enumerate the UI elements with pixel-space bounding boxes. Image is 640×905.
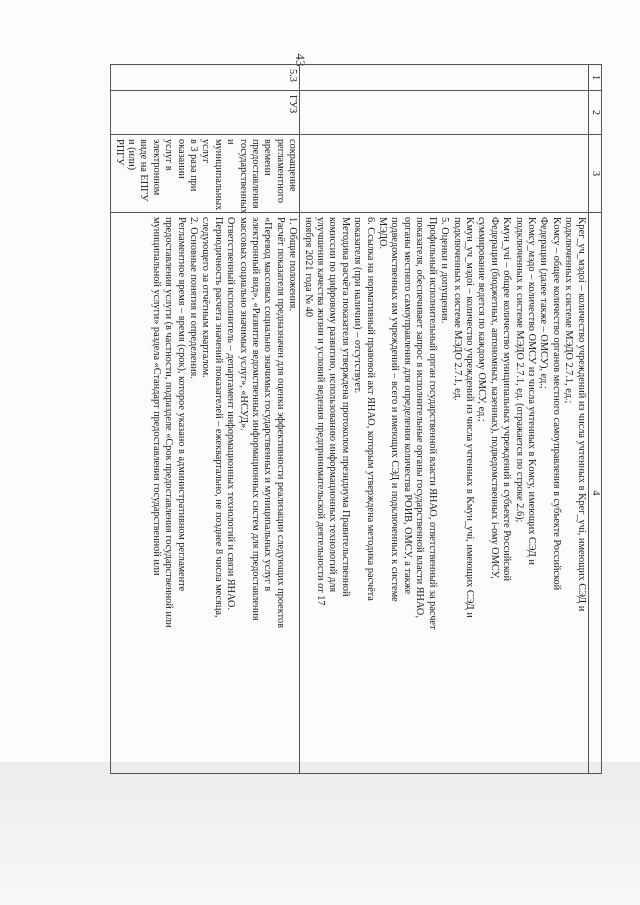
method-line: Kомсу_мэдо – количество ОМСУ из числа учтенных в Kомсу, имеющих СЭД и	[525, 217, 537, 565]
name-line: регламентного	[274, 139, 286, 203]
table-row-continued	[300, 65, 588, 774]
table-row-5-3	[111, 65, 300, 774]
method-line: улучшения качества жизни и условий ведения предпринимательской деятельности от 17	[315, 217, 327, 606]
page-number: 43	[293, 53, 308, 67]
method-line: подключенных к системе МЭДО 2.7.1, ед. (отражается по строке 2.6);	[513, 217, 525, 523]
header-col-4: 4	[588, 213, 601, 774]
name-line: сокращение	[287, 139, 299, 192]
indicator-name-cell	[111, 135, 300, 213]
prev-num-cell	[300, 65, 588, 91]
method-line: подведомственных им учреждений – всего и имеющих СЭД и подключенных к системе	[389, 217, 401, 602]
method-line: Регламентное время – время (срок), которое указано в административном регламенте	[175, 217, 187, 592]
name-line: в 3 раза при оказании	[175, 139, 199, 192]
name-line: услуг в электронном	[150, 139, 175, 196]
method-line: 5. Оценки и допущения.	[439, 217, 451, 324]
prev-method-cell	[300, 213, 588, 774]
row-number: 5.3	[111, 65, 300, 91]
method-line: «Перевод массовых социально значимых государственных и муниципальных услуг в	[262, 217, 274, 592]
method-line: Kмун_уч_мэдоі – количество учреждений из числа учтенных в Kмун_учі, имеющих СЭД и	[463, 217, 475, 618]
method-line: электронный вид», «Развитие ведомственных информационных систем для предоставления	[250, 217, 262, 621]
method-line: Kрег_уч_мэдоі – количество учреждений из числа учтенных в Kрег_учі, имеющих СЭД и	[575, 217, 587, 612]
name-line: государственных и	[225, 139, 249, 214]
header-col-3: 3	[588, 135, 601, 213]
method-line: органы местного самоуправления для определения количества РОИВ, ОМСУ, а также	[401, 217, 413, 595]
header-col-2: 2	[588, 91, 601, 135]
prev-name-cell	[300, 135, 588, 213]
prev-code-cell	[300, 91, 588, 135]
method-line: предоставления услуги (в частности, подразделе «Срок предоставления государственной или	[163, 217, 175, 628]
rotated-page-viewport	[62, 64, 602, 774]
method-line: 1. Общие положения.	[287, 217, 299, 311]
method-line: 2. Основные понятия и определения.	[188, 217, 199, 379]
method-line: суммирование ведется по каждому ОМСУ, ед.;	[476, 217, 488, 422]
method-line: Методика расчёта показателя утверждена протоколом президиума Правительственной	[339, 217, 351, 597]
name-line: времени	[262, 139, 274, 176]
indicator-methodology-table	[110, 64, 602, 774]
method-line: показателя, обеспечивает запрос в исполнительные органы государственной власти ЯНАО,	[414, 217, 426, 618]
method-cell	[111, 213, 300, 774]
method-line: Федерации (далее также – ОМСУ), ед.;	[538, 217, 550, 389]
row-code: ГУЗ	[111, 91, 300, 135]
method-line: массовых социально значимых услуг», «НСУД».	[237, 217, 249, 431]
method-line: комиссии по цифровому развитию, использованию информационных технологий для	[327, 217, 339, 593]
name-line: муниципальных услуг	[200, 139, 224, 211]
method-line: 6. Ссылка на нормативный правовой акт ЯНАО, которым утверждена методика расчёта	[364, 217, 376, 601]
name-line: РПГУ	[113, 139, 125, 166]
method-line: Периодичность расчета значений показателей – ежеквартально, не позднее 8 числа месяца,	[212, 217, 224, 618]
method-line: МЭДО.	[377, 217, 389, 250]
table-header-row	[588, 65, 601, 774]
method-line: подключенных к системе МЭДО 2.7.1, ед.	[451, 217, 463, 401]
method-line: Федерации (бюджетных, автономных, казенных), подведомственных i-ому ОМСУ,	[488, 217, 500, 579]
method-line: муниципальной услуги» раздела «Стандарт предоставления государственной или	[150, 217, 162, 576]
method-line: ноября 2021 года № 40	[302, 217, 314, 317]
scan-bottom-margin	[0, 762, 640, 905]
method-line: Профильный исполнительный орган государственной власти ЯНАО, ответственный за расчет	[426, 217, 438, 630]
method-line: Kомсу – общее количество органов местного самоуправления в субъекте Российской	[550, 217, 562, 591]
name-line: виде на ЕПГУ и (или)	[125, 139, 150, 202]
header-col-1: 1	[588, 65, 601, 91]
method-line: Расчёт показателя предназначен для оценки эффективности реализации следующих проектов	[274, 217, 286, 628]
method-line: подключенных к системе МЭДО 2.7.1, ед.;	[563, 217, 575, 404]
name-line: предоставления	[250, 139, 262, 209]
rotated-document-page	[62, 64, 602, 774]
method-line: Ответственный исполнитель – департамент информационных технологий и связи ЯНАО.	[225, 217, 237, 611]
method-line: следующего за отчётным кварталом.	[200, 217, 212, 378]
method-line: Kмун_учі – общее количество муниципальных учреждений в субъекте Российской	[501, 217, 513, 581]
method-line: показателя (при наличии) – отсутствует.	[352, 217, 364, 394]
